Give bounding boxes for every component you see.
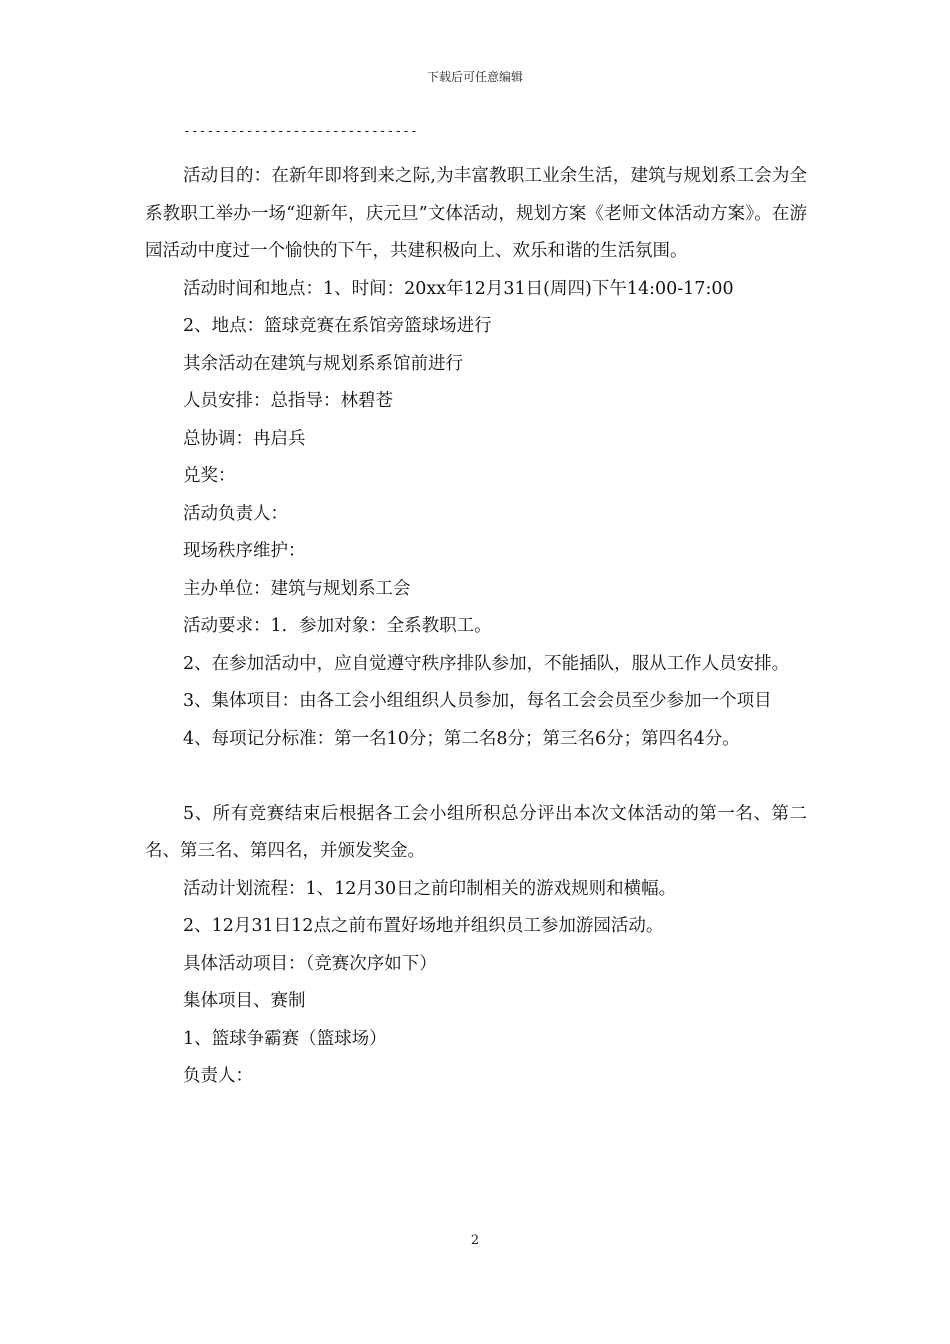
paragraph-items: 具体活动项目：（竞赛次序如下）	[183, 953, 437, 974]
paragraph-rule-4: 4、每项记分标准：第一名10分；第二名8分；第三名6分；第四名4分。	[183, 728, 740, 749]
paragraph-location: 2、地点：篮球竞赛在系馆旁篮球场进行	[183, 316, 492, 336]
paragraph-rule-5: 5、所有竞赛结束后根据各工会小组所积总分评出本次文体活动的第一名、第二名、第三名、第四名，并颁发奖金。	[145, 803, 807, 861]
paragraph-coordinator: 总协调：冉启兵	[183, 428, 306, 449]
paragraph-staff: 人员安排：总指导：林碧苍	[183, 391, 393, 411]
document-body	[145, 158, 807, 1096]
paragraph-prizes: 兑奖：	[183, 466, 236, 486]
blank-line	[145, 758, 807, 796]
paragraph-lead: 负责人：	[183, 1066, 253, 1086]
paragraph-time: 活动时间和地点：1、时间：20xx年12月31日(周四)下午14:00-17:00	[183, 278, 734, 299]
paragraph-requirements: 活动要求：1．参加对象：全系教职工。	[183, 616, 492, 636]
paragraph-activity-lead: 活动负责人：	[183, 503, 288, 524]
page-number: 2	[470, 1233, 480, 1248]
paragraph-other-location: 其余活动在建筑与规划系系馆前进行	[183, 353, 463, 374]
paragraph-rule-2: 2、在参加活动中，应自觉遵守秩序排队参加，不能插队，服从工作人员安排。	[183, 653, 790, 674]
paragraph-rule-3: 3、集体项目：由各工会小组组织人员参加，每名工会会员至少参加一个项目	[183, 691, 772, 711]
paragraph-group-items: 集体项目、赛制	[183, 991, 306, 1011]
paragraph-purpose: 活动目的：在新年即将到来之际,为丰富教职工业余生活，建筑与规划系工会为全系教职工举办一场“迎新年，庆元旦”文体活动，规划方案《老师文体活动方案》。在游园活动中度过一个愉快的下午，共建积极向上、欢乐和谐的生活氛围。	[145, 166, 807, 261]
paragraph-plan-1: 活动计划流程：1、12月30日之前印制相关的游戏规则和横幅。	[183, 878, 677, 899]
divider-line: ------------------------------	[183, 124, 418, 139]
paragraph-plan-2: 2、12月31日12点之前布置好场地并组织员工参加游园活动。	[183, 916, 664, 936]
paragraph-organizer: 主办单位：建筑与规划系工会	[183, 578, 411, 599]
page-header: 下载后可任意编辑	[426, 70, 523, 84]
paragraph-order: 现场秩序维护：	[183, 541, 306, 561]
paragraph-basketball: 1、篮球争霸赛（篮球场）	[183, 1028, 387, 1049]
